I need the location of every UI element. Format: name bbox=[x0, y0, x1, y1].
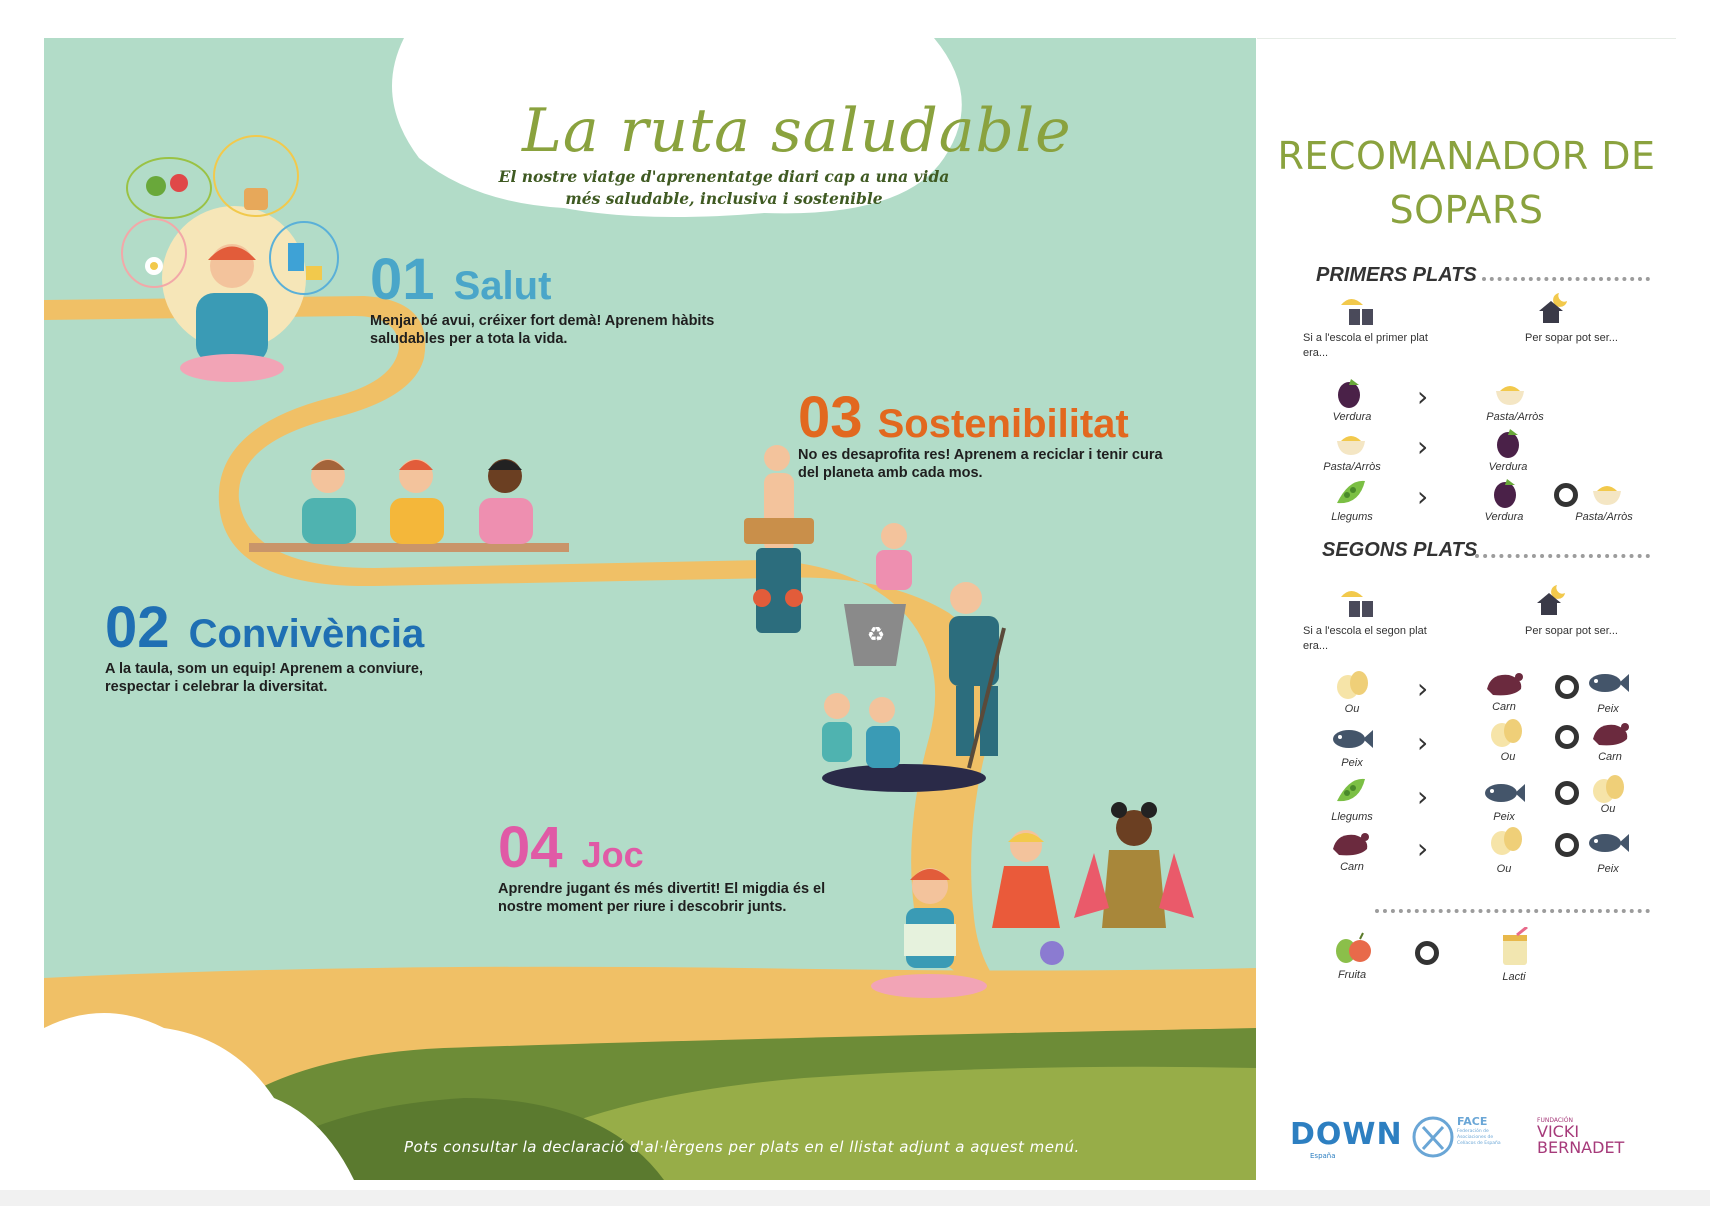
section-number: 01 bbox=[370, 247, 435, 312]
section-number: 04 bbox=[498, 815, 563, 880]
peas-icon bbox=[1333, 773, 1369, 811]
or-circle-icon bbox=[1555, 725, 1579, 749]
section-description-line: saludables per a tota la vida. bbox=[370, 331, 568, 347]
to-dish-label: Peix bbox=[1493, 811, 1515, 823]
meat-icon bbox=[1589, 717, 1633, 753]
to-dish-label: Carn bbox=[1492, 701, 1516, 713]
section-joc bbox=[498, 815, 826, 916]
face-logo-text: FACE bbox=[1457, 1115, 1488, 1128]
down-logo-text: DOWN bbox=[1290, 1117, 1403, 1152]
from-dish-label: Ou bbox=[1344, 703, 1360, 715]
arrow-right-icon: › bbox=[1417, 780, 1429, 813]
pasta-bowl-icon bbox=[1333, 425, 1369, 463]
or-circle-icon bbox=[1555, 675, 1579, 699]
dotted-divider bbox=[1475, 554, 1650, 558]
dessert-label: Fruita bbox=[1337, 969, 1367, 981]
or-circle-icon bbox=[1555, 833, 1579, 857]
face-logo-subtext: Federación de Asociaciones de Celíacos de España bbox=[1457, 1129, 1501, 1146]
peas-icon bbox=[1333, 475, 1369, 513]
second-courses-heading: SEGONS PLATS bbox=[1322, 539, 1478, 561]
allergen-note: Pots consultar la declaració d'al·lèrgens per plats en el llistat adjunt a aquest menú. bbox=[404, 1138, 1080, 1156]
to-dish-label: Pasta/Arròs bbox=[1486, 411, 1544, 423]
home-moon-icon bbox=[1533, 289, 1573, 333]
subtitle-line-2: més saludable, inclusiva i sostenible bbox=[565, 189, 883, 208]
egg-icon bbox=[1487, 823, 1527, 861]
egg-icon bbox=[1487, 715, 1527, 753]
page-bottom-strip bbox=[0, 1190, 1710, 1206]
section-convivencia bbox=[105, 595, 425, 696]
school-first-label: Si a l'escola el primer plat era... bbox=[1303, 332, 1428, 359]
arrow-right-icon: › bbox=[1417, 480, 1429, 513]
to-dish-label: Pasta/Arròs bbox=[1575, 511, 1633, 523]
yogurt-icon bbox=[1497, 927, 1533, 971]
vb-logo-line-1: VICKI bbox=[1537, 1122, 1580, 1141]
section-description-line: A la taula, som un equip! Aprenem a conviure, bbox=[105, 661, 423, 677]
recommender-title-line-2: SOPARS bbox=[1389, 188, 1544, 232]
fish-icon bbox=[1483, 779, 1527, 811]
girl-eating-illustration bbox=[122, 136, 338, 382]
section-description-line: del planeta amb cada mos. bbox=[798, 465, 983, 481]
from-dish-label: Pasta/Arròs bbox=[1323, 461, 1381, 473]
section-sostenibilitat bbox=[798, 385, 1163, 482]
section-description-line: Aprendre jugant és més divertit! El migdia és el bbox=[498, 881, 826, 897]
section-title: Convivència bbox=[188, 612, 425, 656]
to-dish-label: Peix bbox=[1597, 703, 1619, 715]
subtitle-line-1: El nostre viatge d'aprenentatge diari cap a una vida bbox=[498, 167, 950, 186]
arrow-right-icon: › bbox=[1417, 430, 1429, 463]
poster-subtitle bbox=[474, 166, 974, 210]
from-dish-label: Carn bbox=[1340, 861, 1364, 873]
section-title: Salut bbox=[453, 264, 552, 308]
section-salut bbox=[370, 247, 715, 348]
recommender-title-line-1: RECOMANADOR DE bbox=[1277, 134, 1656, 178]
school-sun-book-icon bbox=[1337, 581, 1377, 625]
or-circle-icon bbox=[1415, 941, 1439, 965]
arrow-right-icon: › bbox=[1417, 380, 1429, 413]
section-description-line: No es desaprofita res! Aprenem a reciclar i tenir cura bbox=[798, 447, 1163, 463]
dinner-second-label: Per sopar pot ser... bbox=[1525, 625, 1618, 637]
section-description-line: nostre moment per riure i descobrir junts. bbox=[498, 899, 787, 915]
or-circle-icon bbox=[1554, 483, 1578, 507]
home-moon-icon bbox=[1531, 581, 1571, 625]
fish-icon bbox=[1587, 829, 1631, 861]
eggplant-icon bbox=[1489, 475, 1525, 513]
eggplant-icon bbox=[1492, 425, 1528, 463]
school-sun-book-icon bbox=[1337, 289, 1377, 333]
vb-logo-line-2: BERNADET bbox=[1537, 1138, 1625, 1157]
kids-at-table-illustration bbox=[302, 459, 533, 544]
arrow-right-icon: › bbox=[1417, 726, 1429, 759]
to-dish-label: Verdura bbox=[1488, 461, 1528, 473]
fish-icon bbox=[1331, 725, 1375, 757]
dinner-first-label: Per sopar pot ser... bbox=[1525, 332, 1618, 344]
dotted-divider bbox=[1375, 909, 1650, 913]
to-dish-label: Ou bbox=[1600, 803, 1616, 815]
meat-icon bbox=[1483, 667, 1527, 703]
face-logo-mark-icon bbox=[1411, 1115, 1455, 1159]
pasta-bowl-icon bbox=[1492, 375, 1528, 413]
dinner-recommender-panel bbox=[1257, 38, 1676, 1181]
vb-logo-small-text: FUNDACIÓN bbox=[1537, 1117, 1574, 1124]
down-logo-subtext: España bbox=[1310, 1152, 1336, 1160]
arrow-right-icon: › bbox=[1417, 832, 1429, 865]
section-title: Sostenibilitat bbox=[877, 402, 1129, 446]
or-circle-icon bbox=[1555, 781, 1579, 805]
to-dish-label: Ou bbox=[1496, 863, 1512, 875]
down-espana-logo bbox=[1290, 1117, 1403, 1160]
to-dish-label: Peix bbox=[1597, 863, 1619, 875]
recommender-title bbox=[1257, 129, 1676, 237]
from-dish-label: Verdura bbox=[1332, 411, 1372, 423]
to-dish-label: Ou bbox=[1500, 751, 1516, 763]
pasta-bowl-icon bbox=[1589, 475, 1625, 513]
first-courses-heading: PRIMERS PLATS bbox=[1316, 264, 1477, 286]
poster-title: La ruta saludable bbox=[522, 96, 1072, 166]
fruit-icon bbox=[1333, 929, 1375, 969]
egg-icon bbox=[1333, 667, 1373, 705]
poster bbox=[44, 38, 1256, 1180]
dotted-divider bbox=[1482, 277, 1650, 281]
school-second-label: Si a l'escola el segon plat era... bbox=[1303, 625, 1427, 652]
eggplant-icon bbox=[1333, 375, 1369, 413]
section-number: 02 bbox=[105, 595, 170, 660]
fundacion-vicki-bernadet-logo bbox=[1537, 1117, 1624, 1156]
from-dish-label: Llegums bbox=[1331, 511, 1373, 523]
dessert-label: Lacti bbox=[1502, 971, 1526, 983]
meat-icon bbox=[1329, 827, 1373, 863]
section-title: Joc bbox=[581, 834, 644, 875]
to-dish-label: Verdura bbox=[1484, 511, 1524, 523]
recycling-gardening-illustration bbox=[744, 445, 1004, 792]
to-dish-label: Carn bbox=[1598, 751, 1622, 763]
svg-text:♻: ♻ bbox=[867, 622, 885, 646]
section-description-line: respectar i celebrar la diversitat. bbox=[105, 679, 328, 695]
from-dish-label: Llegums bbox=[1331, 811, 1373, 823]
fish-icon bbox=[1587, 669, 1631, 701]
arrow-right-icon: › bbox=[1417, 672, 1429, 705]
section-number: 03 bbox=[798, 385, 863, 450]
from-dish-label: Peix bbox=[1341, 757, 1363, 769]
section-description-line: Menjar bé avui, créixer fort demà! Aprenem hàbits bbox=[370, 313, 715, 329]
